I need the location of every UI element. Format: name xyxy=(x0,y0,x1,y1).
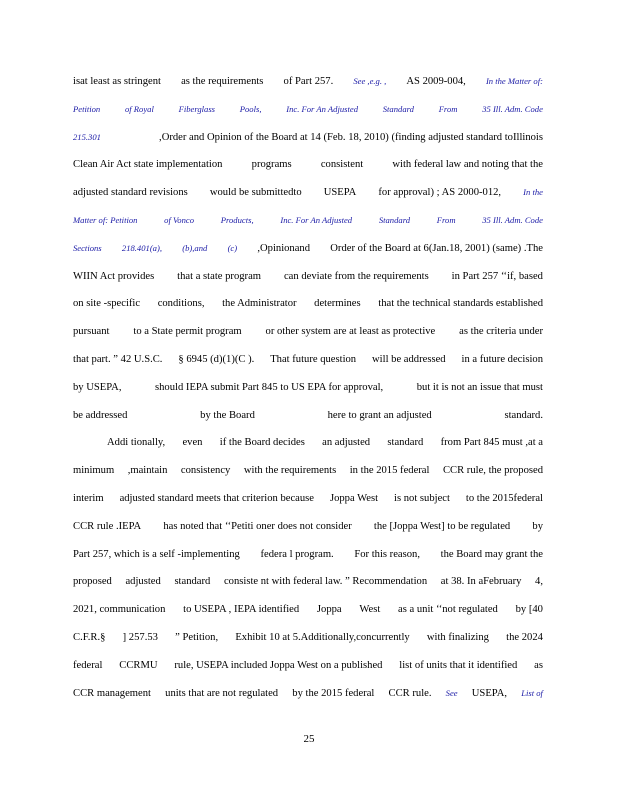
text-segment: CCR rule, the proposed xyxy=(442,465,543,477)
citation-text: 35 Ill. Adm. Code xyxy=(482,103,543,114)
text-segment: from Part 845 must ,at a xyxy=(440,437,543,449)
text-line xyxy=(73,541,543,569)
text-segment: CCRMU xyxy=(119,659,158,671)
citation-text: From xyxy=(438,103,458,114)
text-segment: if the Board decides xyxy=(219,437,305,449)
text-segment: ” Petition, xyxy=(175,631,219,643)
text-segment: federal xyxy=(73,659,103,671)
citation-text: Petition xyxy=(73,103,101,114)
text-segment: as the requirements xyxy=(181,76,264,87)
text-segment: isat least as stringent xyxy=(73,76,161,87)
text-segment: as xyxy=(534,659,543,671)
text-segment: Joppa xyxy=(316,604,342,616)
text-segment: AS 2009-004, xyxy=(406,76,466,87)
citation-text: 215.301 xyxy=(73,131,101,142)
text-line xyxy=(73,374,543,402)
text-line xyxy=(73,318,543,346)
text-segment: adjusted xyxy=(125,576,161,588)
text-line xyxy=(73,263,543,291)
text-segment: for approval) ; AS 2000-012, xyxy=(378,187,502,199)
text-segment: WIIN Act provides xyxy=(73,270,155,282)
citation-text: In the xyxy=(523,187,543,198)
text-segment: That future question xyxy=(270,353,357,365)
text-segment: on site -specific xyxy=(73,298,141,310)
text-segment: with finalizing xyxy=(426,631,489,643)
text-segment: by USEPA, xyxy=(73,381,122,393)
text-segment: but it is not an issue that must xyxy=(416,381,543,393)
citation-text: See ,e.g. , xyxy=(353,76,387,86)
text-segment: adjusted standard meets that criterion because xyxy=(119,492,315,504)
text-segment: For this reason, xyxy=(354,548,420,560)
citation-text: of Vonco xyxy=(164,214,195,225)
text-line xyxy=(73,290,543,318)
text-segment: has noted that ‘‘Petiti oner does not consider xyxy=(163,520,352,532)
text-segment: would be submittedto xyxy=(209,187,302,199)
citation-text: Products, xyxy=(220,214,254,225)
text-segment: the [Joppa West] to be regulated xyxy=(373,520,511,532)
text-segment: to a State permit program xyxy=(133,326,242,338)
text-segment: standard. xyxy=(504,409,543,421)
text-segment: standard xyxy=(174,576,211,588)
text-line xyxy=(73,429,543,457)
text-segment: federa l program. xyxy=(260,548,334,560)
citation-text: Inc. For An Adjusted xyxy=(286,103,359,114)
text-segment: 4, xyxy=(535,576,543,588)
text-segment: at 38. In aFebruary xyxy=(440,576,522,588)
text-line xyxy=(73,513,543,541)
text-line xyxy=(73,179,543,207)
text-segment: that the technical standards established xyxy=(378,298,543,310)
text-line xyxy=(73,485,543,513)
text-segment: that a state program xyxy=(177,270,262,282)
citation-text: 35 Ill. Adm. Code xyxy=(482,214,543,225)
text-segment: the Board may grant the xyxy=(440,548,543,560)
text-segment: programs xyxy=(251,159,292,171)
text-segment: to USEPA , IEPA identified xyxy=(183,604,300,616)
text-line xyxy=(73,457,543,485)
text-segment: conditions, xyxy=(157,298,205,310)
text-segment: in a future decision xyxy=(461,353,543,365)
text-segment: CCR rule. xyxy=(388,687,432,699)
text-line xyxy=(73,235,543,263)
text-segment: as a unit ‘‘not regulated xyxy=(398,604,498,616)
text-segment: as the criteria under xyxy=(459,326,543,338)
text-segment: of Part 257. xyxy=(283,76,334,87)
citation-text: In the Matter of: xyxy=(485,76,543,86)
citation-text: (b),and xyxy=(182,242,208,253)
text-line xyxy=(73,596,543,624)
citation-text: Matter of: Petition xyxy=(73,214,138,225)
text-segment: in Part 257 ‘‘if, based xyxy=(451,270,543,282)
text-segment: with federal law and noting that the xyxy=(392,159,543,171)
text-line xyxy=(73,624,543,652)
citation-text: Fiberglass xyxy=(178,103,216,114)
text-line xyxy=(73,96,543,124)
page-number: 25 xyxy=(303,733,315,745)
text-segment: standard xyxy=(387,437,424,449)
text-segment: by the 2015 federal xyxy=(292,687,375,699)
text-segment: interim xyxy=(73,492,104,504)
text-segment: with the requirements xyxy=(243,465,337,477)
text-line xyxy=(73,151,543,179)
text-segment: § 6945 (d)(1)(C ). xyxy=(178,353,255,365)
text-segment: C.F.R.§ xyxy=(73,631,106,643)
text-segment: proposed xyxy=(73,576,112,588)
text-segment: the 2024 xyxy=(506,631,543,643)
text-line xyxy=(73,402,543,430)
text-line xyxy=(73,124,543,152)
text-segment: USEPA, xyxy=(471,687,508,699)
text-segment: consiste nt with federal law. ” Recommendation xyxy=(223,576,428,588)
text-segment: that part. ” 42 U.S.C. xyxy=(73,353,163,365)
text-segment: is not subject xyxy=(394,492,450,504)
text-segment: to the 2015federal xyxy=(465,492,543,504)
text-segment: units that are not regulated xyxy=(165,687,279,699)
citation-text: Inc. For An Adjusted xyxy=(280,214,353,225)
text-segment: Order of the Board at 6(Jan.18, 2001) (same) .The xyxy=(330,242,543,254)
text-segment: should IEPA submit Part 845 to US EPA for approval, xyxy=(155,381,384,393)
citation-text: See xyxy=(445,687,458,698)
text-segment: consistent xyxy=(320,159,364,171)
text-segment: rule, USEPA included Joppa West on a published xyxy=(174,659,383,671)
text-segment: CCR management xyxy=(73,687,151,699)
body-text xyxy=(73,68,543,707)
text-segment: can deviate from the requirements xyxy=(283,270,429,282)
text-segment: USEPA xyxy=(323,187,357,199)
text-segment: ,Order and Opinion of the Board at 14 (Feb. 18, 2010) (finding adjusted standard toIllinois xyxy=(159,131,543,143)
text-segment: Joppa West xyxy=(329,492,379,504)
citation-text: From xyxy=(436,214,456,225)
text-segment: an adjusted xyxy=(322,437,371,449)
text-segment: Clean Air Act state implementation xyxy=(73,159,223,171)
text-segment: the Administrator xyxy=(222,298,297,310)
citation-text: Sections xyxy=(73,242,102,253)
text-segment: Part 257, which is a self -implementing xyxy=(73,548,240,560)
text-segment: CCR rule .IEPA xyxy=(73,520,142,532)
text-segment: ,maintain xyxy=(127,465,168,477)
citation-text: List of xyxy=(521,687,543,698)
text-line xyxy=(73,568,543,596)
text-segment: by [40 xyxy=(515,604,543,616)
text-line xyxy=(73,207,543,235)
text-segment: list of units that it identified xyxy=(399,659,518,671)
citation-text: of Royal xyxy=(124,103,154,114)
text-segment: Exhibit 10 at 5.Additionally,concurrently xyxy=(235,631,410,643)
text-segment: will be addressed xyxy=(372,353,446,365)
text-segment: determines xyxy=(314,298,361,310)
citation-text: (c) xyxy=(227,242,238,253)
text-segment: ,Opinionand xyxy=(257,242,311,254)
text-segment: minimum xyxy=(73,465,115,477)
text-segment: by the Board xyxy=(200,409,255,421)
text-segment: be addressed xyxy=(73,409,128,421)
text-segment: West xyxy=(359,604,381,616)
text-segment: 2021, communication xyxy=(73,604,166,616)
text-segment: ] 257.53 xyxy=(122,631,158,643)
text-segment: pursuant xyxy=(73,326,110,338)
text-line xyxy=(73,652,543,680)
text-segment: consistency xyxy=(180,465,231,477)
text-segment: by xyxy=(532,520,543,532)
text-line xyxy=(73,346,543,374)
text-segment: here to grant an adjusted xyxy=(327,409,432,421)
citation-text: 218.401(a), xyxy=(121,242,162,253)
citation-text: Standard xyxy=(378,214,411,225)
text-segment: adjusted standard revisions xyxy=(73,187,188,199)
text-segment: even xyxy=(182,437,203,449)
text-segment: in the 2015 federal xyxy=(349,465,430,477)
citation-text: Standard xyxy=(382,103,414,114)
text-segment: Addi tionally, xyxy=(107,437,166,449)
text-line xyxy=(73,68,543,96)
citation-text: Pools, xyxy=(239,103,262,114)
text-segment: or other system are at least as protective xyxy=(265,326,436,338)
text-line xyxy=(73,680,543,708)
